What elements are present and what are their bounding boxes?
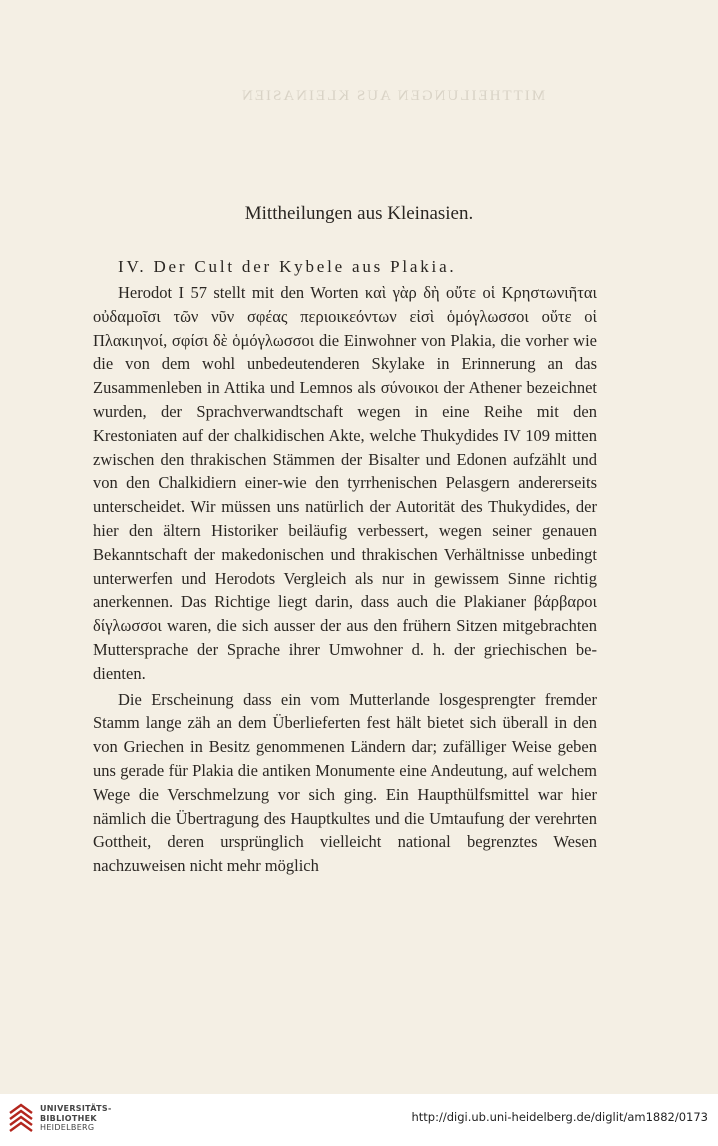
- bleed-through-text: MITTHEILUNGEN AUS KLEINASIEN: [240, 88, 546, 104]
- footer-bar: [0, 1094, 718, 1146]
- page-title: Mittheilungen aus Kleinasien.: [244, 203, 474, 224]
- source-url-link[interactable]: http://digi.ub.uni-heidelberg.de/diglit/am1882/0173: [411, 1110, 708, 1124]
- library-name-line1: UNIVERSITÄTS-: [40, 1104, 112, 1113]
- paragraph-2: Die Erscheinung dass ein vom Mutterlande losgesprengter fremder Stamm lange zäh an dem Überlieferten fest hält bietet sich überall in den von Griechen in Besitz genommenen Ländern dar; zufälliger Weise geben uns gerade für Plakia die antiken Monumente eine Andeutung, auf welchem Wege die Verschmelzung vor sich ging. Ein Haupthülfsmittel war hier nämlich die Übertragung des Hauptkultes und die Umtaufung der verehrten Gottheit, deren ursprünglich vielleicht national begrenztes Wesen nachzuweisen nicht mehr möglich: [93, 689, 597, 876]
- body-text: [93, 271, 597, 878]
- library-name-line2: BIBLIOTHEK: [40, 1113, 97, 1123]
- library-name: [40, 1104, 112, 1133]
- library-name-line3: HEIDELBERG: [40, 1123, 95, 1132]
- section-heading: IV. Der Cult der Kybele aus Plakia.: [118, 257, 457, 276]
- paragraph-1: Herodot I 57 stellt mit den Worten καὶ γὰρ δὴ οὔτε οἱ Κρηστωνιῆται οὐδαμοῖσι τῶν νῦν σφέας περιοικεόντων εἰσὶ ὁμόγλωσσοι οὔτε οἱ Πλακιηνοί, σφίσι δὲ ὁμόγλωσσοι die Einwohner von Plakia, die vorher wie die von dem wohl unbedeutenderen Skylake in Erinnerung an das Zusammenleben in Attika und Lemnos als σύνοικοι der Athener bezeichnet wurden, der Sprachverwandtschaft wegen in eine Reihe mit den Krestoniaten auf der chalkidischen Akte, welche Thukydides IV 109 mitten zwischen den thrakischen Stämmen der Bisalter und Edonen aufzählt und von den Chalkidiern einer-wie den tyrrhenischen Pelasgern andererseits unterscheidet. Wir müssen uns natürlich der Autorität des Thukydides, der hier den ältern Historiker beiläufig verbessert, wegen seiner genauen Bekanntschaft der makedonischen und thrakischen Verhältnisse unbedingt unterwerfen und Herodots Vergleich als nur in gewissem Sinne richtig anerkennen. Das Richtige liegt darin, dass auch die Plakianer βάρβαροι δίγλωσσοι waren, die sich ausser der aus den frühern Sitzen mitgebrachten Muttersprache der Sprache ihrer Umwohner d. h. der griechischen bedienten.: [93, 283, 597, 683]
- library-logo-icon: [8, 1103, 34, 1133]
